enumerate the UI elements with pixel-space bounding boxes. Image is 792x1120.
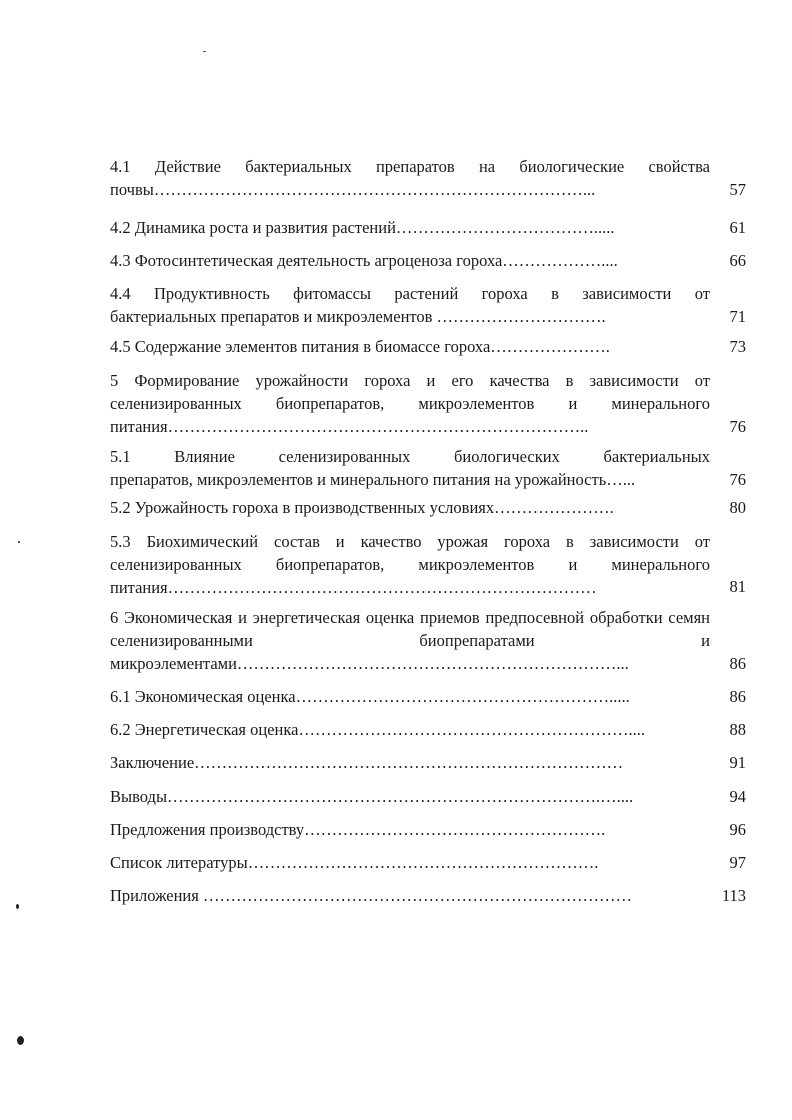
toc-entry[interactable]: [110, 685, 710, 708]
toc-entry[interactable]: [110, 369, 710, 438]
toc-page-number: 86: [729, 687, 746, 706]
toc-entry-leader: Список литературы……………………………………………………….: [110, 853, 599, 872]
toc-entry[interactable]: [110, 155, 710, 201]
toc-entry[interactable]: [110, 718, 710, 741]
toc-page-number: 86: [729, 654, 746, 673]
toc-page-number: 61: [729, 218, 746, 237]
toc-page-number: 91: [729, 753, 746, 772]
toc-entry-leader: 6.1 Экономическая оценка………………………………………………….....: [110, 687, 630, 706]
toc-page-number: 113: [721, 886, 746, 905]
toc-entry[interactable]: [110, 606, 710, 675]
scan-speck: [17, 1036, 24, 1045]
toc-entry[interactable]: [110, 496, 710, 519]
toc-page-number: 71: [729, 307, 746, 326]
scan-speck: [16, 904, 19, 909]
toc-entry-leader: 4.5 Содержание элементов питания в биомассе гороха………………….: [110, 337, 610, 356]
toc-entry-leader: Выводы…………………………………………………………………….…....: [110, 787, 634, 806]
toc-entry[interactable]: [110, 530, 710, 599]
toc-entry-leader: 4.2 Динамика роста и развития растений……………………………….....: [110, 218, 615, 237]
toc-entry-leader: 5.2 Урожайность гороха в производственных условиях………………….: [110, 498, 614, 517]
toc-page-number: 97: [729, 853, 746, 872]
toc-entry-leader: препаратов, микроэлементов и минерального питания на урожайность…...: [110, 470, 636, 489]
toc-entry[interactable]: [110, 751, 710, 774]
toc-page-number: 73: [729, 337, 746, 356]
toc-page-number: 96: [729, 820, 746, 839]
toc-entry-leader: Предложения производству……………………………………………….: [110, 820, 606, 839]
toc-entry-leader: 6.2 Энергетическая оценка……………………………………………………....: [110, 720, 645, 739]
toc-entry[interactable]: [110, 884, 710, 907]
scan-speck: [18, 541, 20, 543]
toc-entry[interactable]: [110, 785, 710, 808]
toc-entry[interactable]: [110, 282, 710, 328]
toc-page-number: 57: [729, 180, 746, 199]
toc-entry[interactable]: [110, 249, 710, 272]
toc-entry-title: 5.3 Биохимический состав и качество урожая гороха в зависимости от селенизированных биопрепаратов, микроэлементов и минерального: [110, 532, 710, 574]
toc-entry-leader: бактериальных препаратов и микроэлементов ………………………….: [110, 307, 606, 326]
toc-entry-leader: Заключение……………………………………………………………………: [110, 753, 624, 772]
toc-page-number: 88: [729, 720, 746, 739]
toc-entry[interactable]: [110, 818, 710, 841]
toc-entry-title: 5.1 Влияние селенизированных биологических бактериальных: [110, 447, 710, 466]
toc-entry-leader: питания…………………………………………………………………..: [110, 417, 589, 436]
toc-entry-leader: питания……………………………………………………………………: [110, 578, 597, 597]
toc-entry-leader: почвы……………………………………………………………………...: [110, 180, 596, 199]
toc-entry-title: 6 Экономическая и энергетическая оценка приемов предпосевной обработки семян селенизированными биопрепаратами и: [110, 608, 710, 650]
toc-entry-title: 4.4 Продуктивность фитомассы растений гороха в зависимости от: [110, 284, 710, 303]
toc-page-number: 94: [729, 787, 746, 806]
toc-entry[interactable]: [110, 216, 710, 239]
toc-entry-title: 5 Формирование урожайности гороха и его качества в зависимости от селенизированных биопрепаратов, микроэлементов и минерального: [110, 371, 710, 413]
toc-page-number: 66: [729, 251, 746, 270]
toc-entry-title: 4.1 Действие бактериальных препаратов на биологические свойства: [110, 157, 710, 176]
scan-speck: [203, 51, 206, 52]
toc-entry-leader: микроэлементами……………………………………………………………...: [110, 654, 629, 673]
toc-entry-leader: Приложения ……………………………………………………………………: [110, 886, 632, 905]
toc-page-number: 76: [729, 470, 746, 489]
toc-entry[interactable]: [110, 445, 710, 491]
toc-entry-leader: 4.3 Фотосинтетическая деятельность агроценоза гороха………………....: [110, 251, 618, 270]
toc-page-number: 80: [729, 498, 746, 517]
toc-entry[interactable]: [110, 851, 710, 874]
toc-page-number: 76: [729, 417, 746, 436]
toc-page-number: 81: [729, 577, 746, 596]
toc-entry[interactable]: [110, 335, 710, 358]
